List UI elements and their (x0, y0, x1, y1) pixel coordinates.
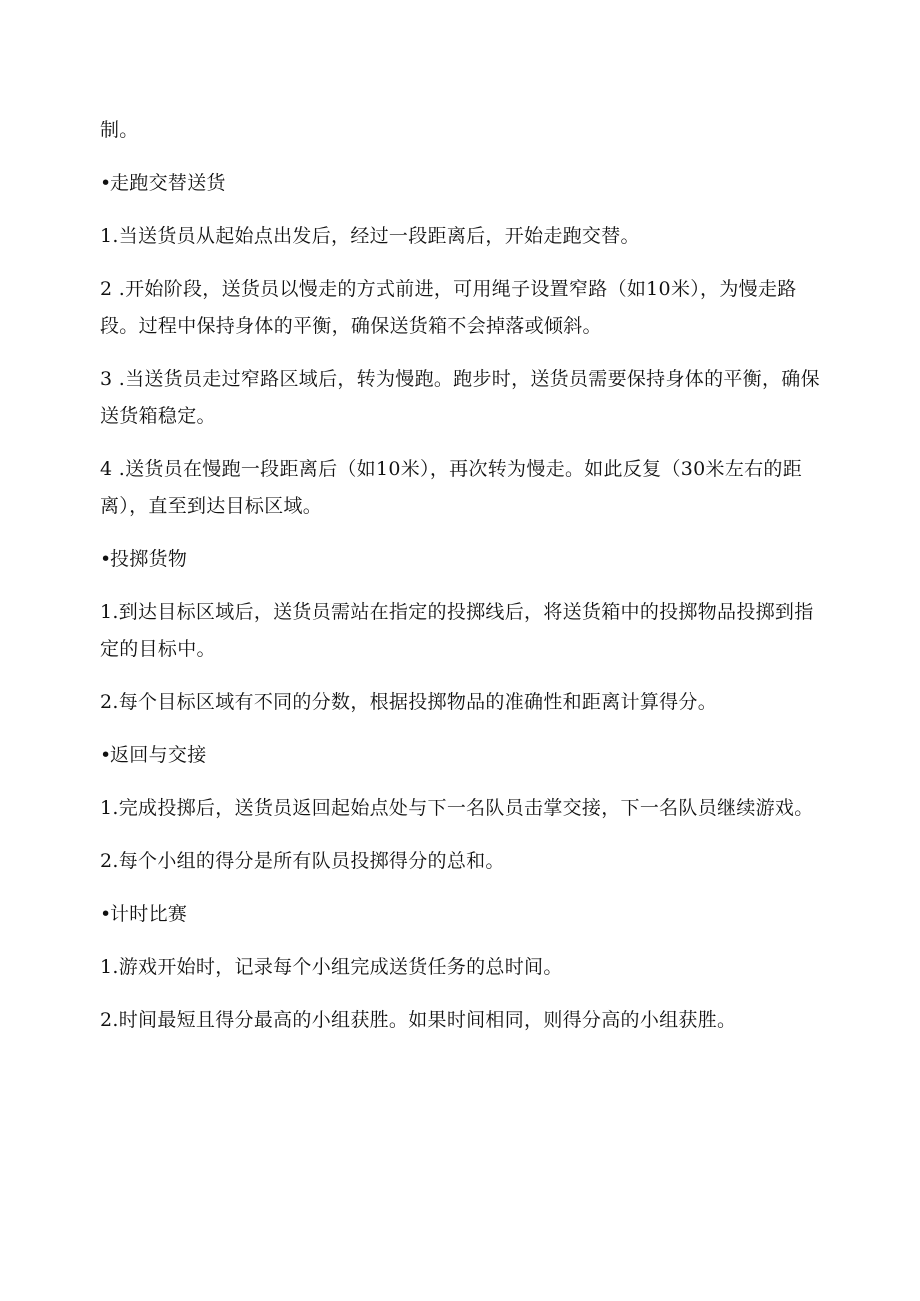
section-heading (100, 737, 825, 774)
bullet-icon: • (100, 172, 112, 194)
section-heading (100, 541, 825, 578)
paragraph: 1.完成投掷后，送货员返回起始点处与下一名队员击掌交接，下一名队员继续游戏。 (100, 797, 814, 819)
paragraph: 1.游戏开始时，记录每个小组完成送货任务的总时间。 (100, 956, 563, 978)
document-body (100, 112, 825, 1055)
section-heading-text: 投掷货物 (110, 548, 188, 570)
section-heading (100, 165, 825, 202)
lead-paragraph: 制。 (100, 119, 139, 141)
paragraph: 4 .送货员在慢跑一段距离后（如10米），再次转为慢走。如此反复（30米左右的距离），直至到达目标区域。 (100, 458, 803, 517)
paragraph: 2.时间最短且得分最高的小组获胜。如果时间相同，则得分高的小组获胜。 (100, 1009, 737, 1031)
bullet-icon: • (100, 744, 112, 766)
section-timing (100, 896, 825, 1039)
paragraph: 3 .当送货员走过窄路区域后，转为慢跑。跑步时，送货员需要保持身体的平衡，确保送货箱稳定。 (100, 368, 820, 427)
section-heading-text: 计时比赛 (110, 903, 188, 925)
paragraph: 2.每个小组的得分是所有队员投掷得分的总和。 (100, 850, 505, 872)
bullet-icon: • (100, 548, 112, 570)
paragraph: 2 .开始阶段，送货员以慢走的方式前进，可用绳子设置窄路（如10米），为慢走路段。过程中保持身体的平衡，确保送货箱不会掉落或倾斜。 (100, 278, 797, 337)
paragraph: 1.到达目标区域后，送货员需站在指定的投掷线后，将送货箱中的投掷物品投掷到指定的目标中。 (100, 601, 814, 660)
section-heading-text: 走跑交替送货 (110, 172, 226, 194)
section-return (100, 737, 825, 880)
paragraph: 1.当送货员从起始点出发后，经过一段距离后，开始走跑交替。 (100, 225, 640, 247)
paragraph: 2.每个目标区域有不同的分数，根据投掷物品的准确性和距离计算得分。 (100, 691, 718, 713)
section-throw (100, 541, 825, 721)
section-walk-run (100, 165, 825, 525)
bullet-icon: • (100, 903, 112, 925)
section-heading (100, 896, 825, 933)
section-heading-text: 返回与交接 (110, 744, 207, 766)
